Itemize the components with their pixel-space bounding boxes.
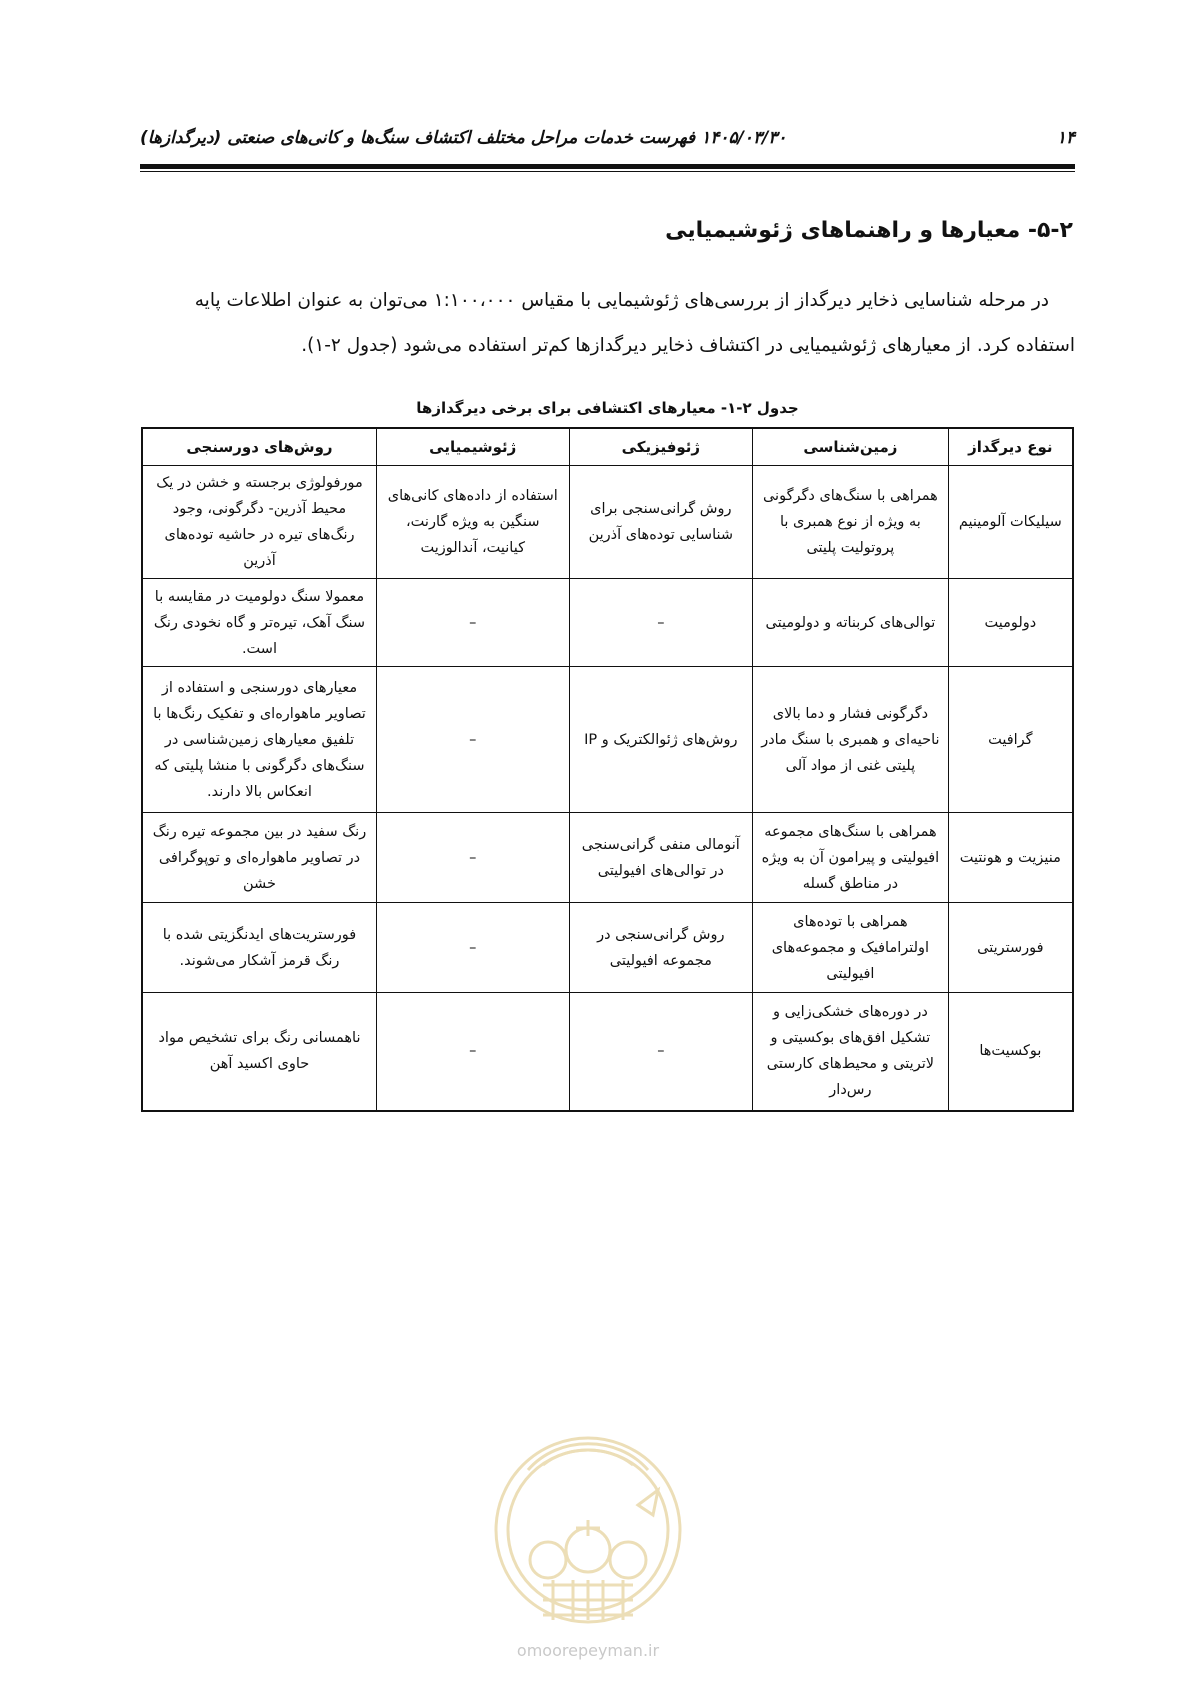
cell-type: فورستریتی — [948, 903, 1073, 993]
cell-type: بوکسیت‌ها — [948, 993, 1073, 1111]
table-row — [142, 667, 1073, 813]
running-header — [140, 128, 1075, 158]
table-row — [142, 993, 1073, 1111]
cell-geochemistry: استفاده از داده‌های کانی‌های سنگین به ویژه گارنت، کیانیت، آندالوزیت — [376, 466, 569, 579]
cell-geochemistry: – — [376, 993, 569, 1111]
column-header-geophysics: ژئوفیزیکی — [569, 428, 753, 466]
cell-type: دولومیت — [948, 579, 1073, 667]
exploration-criteria-table — [141, 427, 1074, 1112]
column-header-geology: زمین‌شناسی — [753, 428, 949, 466]
table-row — [142, 813, 1073, 903]
column-header-geochemistry: ژئوشیمیایی — [376, 428, 569, 466]
cell-type: سیلیکات آلومینیم — [948, 466, 1073, 579]
cell-remote-sensing: فورستریت‌های ایدنگزیتی شده با رنگ قرمز آشکار می‌شوند. — [142, 903, 376, 993]
column-header-type: نوع دیرگداز — [948, 428, 1073, 466]
paragraph-line: در مرحله شناسایی ذخایر دیرگداز از بررسی‌های ژئوشیمایی با مقیاس ۱:۱۰۰،۰۰۰ می‌توان به عنوان اطلاعات پایه — [194, 290, 1049, 311]
cell-geophysics: – — [569, 993, 753, 1111]
cell-remote-sensing: رنگ سفید در بین مجموعه تیره رنگ در تصاویر ماهواره‌ای و توپوگرافی خشن — [142, 813, 376, 903]
cell-geology: توالی‌های کربناته و دولومیتی — [753, 579, 949, 667]
header-rule-thin — [140, 171, 1075, 172]
table-row — [142, 579, 1073, 667]
column-header-remote-sensing: روش‌های دورسنجی — [142, 428, 376, 466]
cell-geology: همراهی با توده‌های اولترامافیک و مجموعه‌های افیولیتی — [753, 903, 949, 993]
cell-geology: دگرگونی فشار و دما بالای ناحیه‌ای و همبری با سنگ مادر پلیتی غنی از مواد آلی — [753, 667, 949, 813]
cell-geochemistry: – — [376, 667, 569, 813]
cell-geophysics: روش‌های ژئوالکتریک و IP — [569, 667, 753, 813]
cell-remote-sensing: معیارهای دورسنجی و استفاده از تصاویر ماهواره‌ای و تفکیک رنگ‌ها با تلفیق معیارهای زمین‌شناسی در سنگ‌های دگرگونی با منشا پلیتی که انعکاس بالا دارند. — [142, 667, 376, 813]
table-row — [142, 903, 1073, 993]
cell-remote-sensing: معمولا سنگ دولومیت در مقایسه با سنگ آهک، تیره‌تر و گاه نخودی رنگ است. — [142, 579, 376, 667]
watermark-site: omoorepeyman.ir — [516, 1641, 660, 1660]
cell-remote-sensing: مورفولوژی برجسته و خشن در یک محیط آذرین- دگرگونی، وجود رنگ‌های تیره در حاشیه توده‌های آذرین — [142, 466, 376, 579]
table-row — [142, 466, 1073, 579]
header-rule — [140, 164, 1075, 169]
paragraph-line: استفاده کرد. از معیارهای ژئوشیمیایی در اکتشاف ذخایر دیرگدازها کم‌تر استفاده می‌شود (جدول ۲-۱). — [301, 335, 1075, 356]
cell-geophysics: روش گرانی‌سنجی در مجموعه افیولیتی — [569, 903, 753, 993]
cell-geophysics: آنومالی منفی گرانی‌سنجی در توالی‌های افیولیتی — [569, 813, 753, 903]
section-heading: ۵-۲- معیارها و راهنماهای ژئوشیمیایی — [665, 218, 1073, 243]
cell-geochemistry: – — [376, 579, 569, 667]
cell-type: گرافیت — [948, 667, 1073, 813]
cell-geology: همراهی با سنگ‌های مجموعه افیولیتی و پیرامون آن به ویژه در مناطق گسله — [753, 813, 949, 903]
header-title: ۱۴۰۵/۰۳/۳۰ فهرست خدمات مراحل مختلف اکتشاف سنگ‌ها و کانی‌های صنعتی (دیرگدازها) — [140, 128, 787, 148]
watermark-logo — [488, 1410, 688, 1640]
body-paragraph — [140, 278, 1075, 368]
table-caption: جدول ۲-۱- معیارهای اکتشافی برای برخی دیرگدازها — [416, 399, 799, 417]
cell-geochemistry: – — [376, 903, 569, 993]
cell-geophysics: – — [569, 579, 753, 667]
page-number: ۱۴ — [1056, 128, 1075, 148]
cell-type: منیزیت و هونتیت — [948, 813, 1073, 903]
cell-geophysics: روش گرانی‌سنجی برای شناسایی توده‌های آذرین — [569, 466, 753, 579]
omoore-peyman-seal-icon — [488, 1410, 688, 1640]
cell-remote-sensing: ناهمسانی رنگ برای تشخیص مواد حاوی اکسید آهن — [142, 993, 376, 1111]
table-header-row — [142, 428, 1073, 466]
cell-geology: همراهی با سنگ‌های دگرگونی به ویژه از نوع همبری با پروتولیت پلیتی — [753, 466, 949, 579]
cell-geology: در دوره‌های خشکی‌زایی و تشکیل افق‌های بوکسیتی و لاتریتی و محیط‌های کارستی رس‌دار — [753, 993, 949, 1111]
cell-geochemistry: – — [376, 813, 569, 903]
